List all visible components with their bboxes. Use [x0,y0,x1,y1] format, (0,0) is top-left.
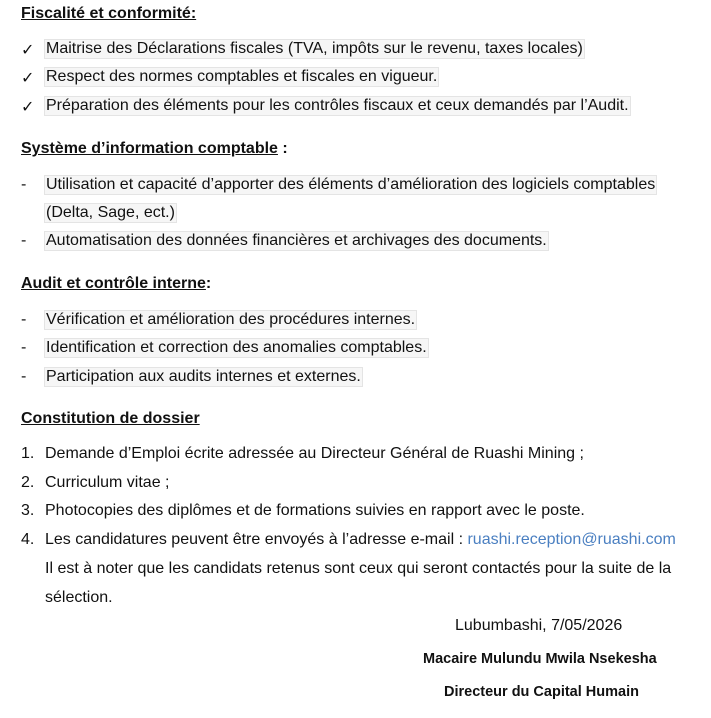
list-item: Automatisation des données financières et archivages des documents. [46,232,547,249]
list-item: Participation aux audits internes et externes. [46,368,361,385]
list-item: Curriculum vitae ; [45,474,170,491]
list-item: Utilisation et capacité d’apporter des éléments d’amélioration des logiciels comptables [46,176,656,193]
email-instruction: Les candidatures peuvent être envoyés à l’adresse e-mail : [45,531,468,548]
heading-fiscalite: Fiscalité et conformité: [21,5,197,22]
dash-marker: - [21,232,27,249]
list-number: 3. [21,502,35,519]
list-number: 4. [21,531,35,548]
list-item [45,531,676,549]
check-icon: ✓ [21,70,35,87]
email-link[interactable]: ruashi.reception@ruashi.com [467,531,676,548]
list-item: Respect des normes comptables et fiscales en vigueur. [46,68,438,85]
signatory-name: Macaire Mulundu Mwila Nsekesha [423,651,657,667]
dash-marker: - [21,311,27,328]
list-item: Maitrise des Déclarations fiscales (TVA, impôts sur le revenu, taxes locales) [46,40,583,57]
dash-marker: - [21,339,27,356]
list-item: Vérification et amélioration des procédures internes. [46,311,416,328]
list-number: 1. [21,445,35,462]
check-icon: ✓ [21,99,35,116]
list-item: Identification et correction des anomalies comptables. [46,339,427,356]
note-line: sélection. [45,589,113,606]
list-item: Photocopies des diplômes et de formations suivies en rapport avec le poste. [45,502,585,519]
heading-dossier: Constitution de dossier [21,410,200,427]
signatory-title: Directeur du Capital Humain [444,684,639,700]
dash-marker: - [21,368,27,385]
list-item-continuation: (Delta, Sage, ect.) [46,204,175,221]
heading-systeme: Système d’information comptable : [21,140,288,157]
note-line: Il est à noter que les candidats retenus sont ceux qui seront contactés pour la suite de la [45,560,672,577]
check-icon: ✓ [21,42,35,59]
list-number: 2. [21,474,35,491]
place-date: Lubumbashi, 7/05/2026 [455,617,623,634]
heading-audit: Audit et contrôle interne: [21,275,212,292]
dash-marker: - [21,176,27,193]
list-item: Préparation des éléments pour les contrôles fiscaux et ceux demandés par l’Audit. [46,97,629,114]
list-item: Demande d’Emploi écrite adressée au Directeur Général de Ruashi Mining ; [45,445,584,462]
